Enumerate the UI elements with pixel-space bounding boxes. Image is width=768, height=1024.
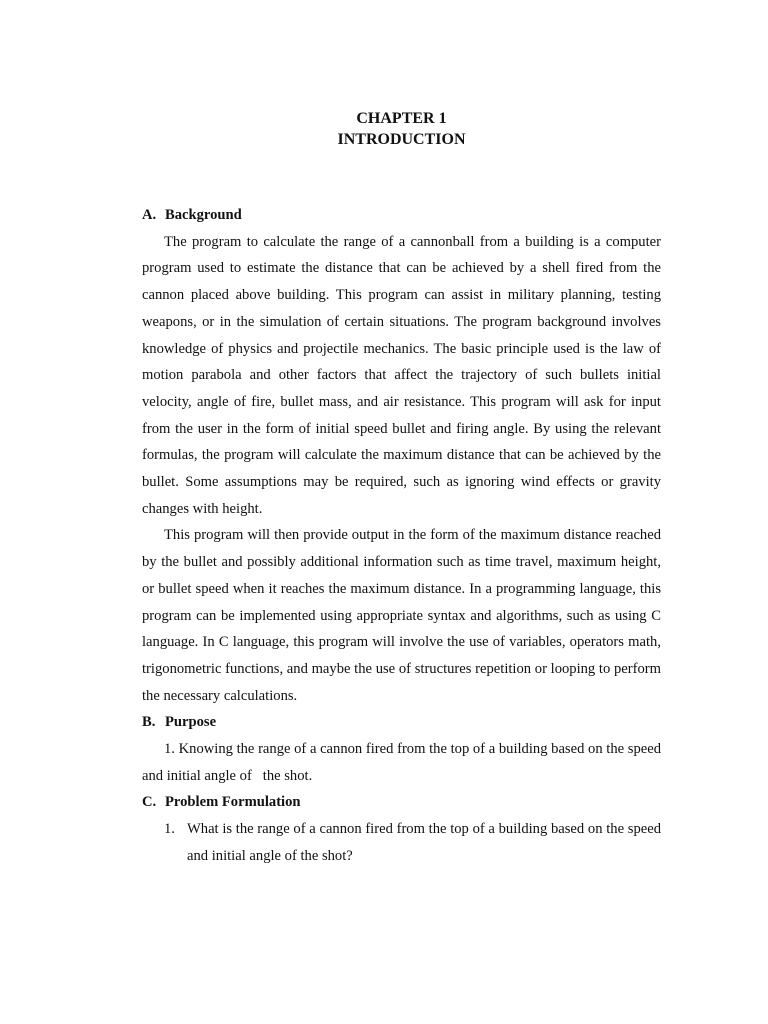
- section-heading-background: [142, 202, 661, 229]
- section-title: Background: [165, 207, 242, 223]
- background-paragraph-2: This program will then provide output in the form of the maximum distance reached by the bullet and possibly additional information such as time travel, maximum height, or bullet speed when it reaches the maximum distance. In a programming language, this program can be implemented using appropriate syntax and algorithms, such as using C language. In C language, this program will involve the use of variables, operators math, trigonometric functions, and maybe the use of structures repetition or looping to perform the necessary calculations.: [142, 527, 661, 704]
- section-heading-purpose: [142, 709, 661, 736]
- list-number: 1.: [164, 821, 175, 838]
- spacer: [142, 150, 661, 202]
- purpose-item: 1. Knowing the range of a cannon fired from the top of a building based on the speed and initial angle of the shot.: [142, 741, 665, 784]
- section-letter: A.: [142, 207, 157, 223]
- problem-list-item: [142, 816, 661, 869]
- section-title: Purpose: [165, 714, 217, 731]
- chapter-number: CHAPTER 1: [356, 110, 447, 127]
- section-letter: C.: [142, 794, 157, 811]
- document-page: [142, 108, 665, 870]
- chapter-title: INTRODUCTION: [337, 131, 466, 148]
- list-text: What is the range of a cannon fired from the top of a building based on the speed and initial angle of the shot?: [187, 821, 661, 864]
- section-letter: B.: [142, 714, 156, 731]
- background-paragraph-1: The program to calculate the range of a cannonball from a building is a computer program used to estimate the distance that can be achieved by a shell fired from the cannon placed above building. This program can assist in military planning, testing weapons, or in the simulation of certain situations. The program background involves knowledge of physics and projectile mechanics. The basic principle used is the law of motion parabola and other factors that affect the trajectory of such bullets initial velocity, angle of fire, bullet mass, and air resistance. This program will ask for input from the user in the form of initial speed bullet and firing angle. By using the relevant formulas, the program will calculate the maximum distance that can be achieved by the bullet. Some assumptions may be required, such as ignoring wind effects or gravity changes with height.: [142, 233, 661, 517]
- section-title: Problem Formulation: [165, 794, 301, 811]
- section-heading-problem: [142, 789, 661, 816]
